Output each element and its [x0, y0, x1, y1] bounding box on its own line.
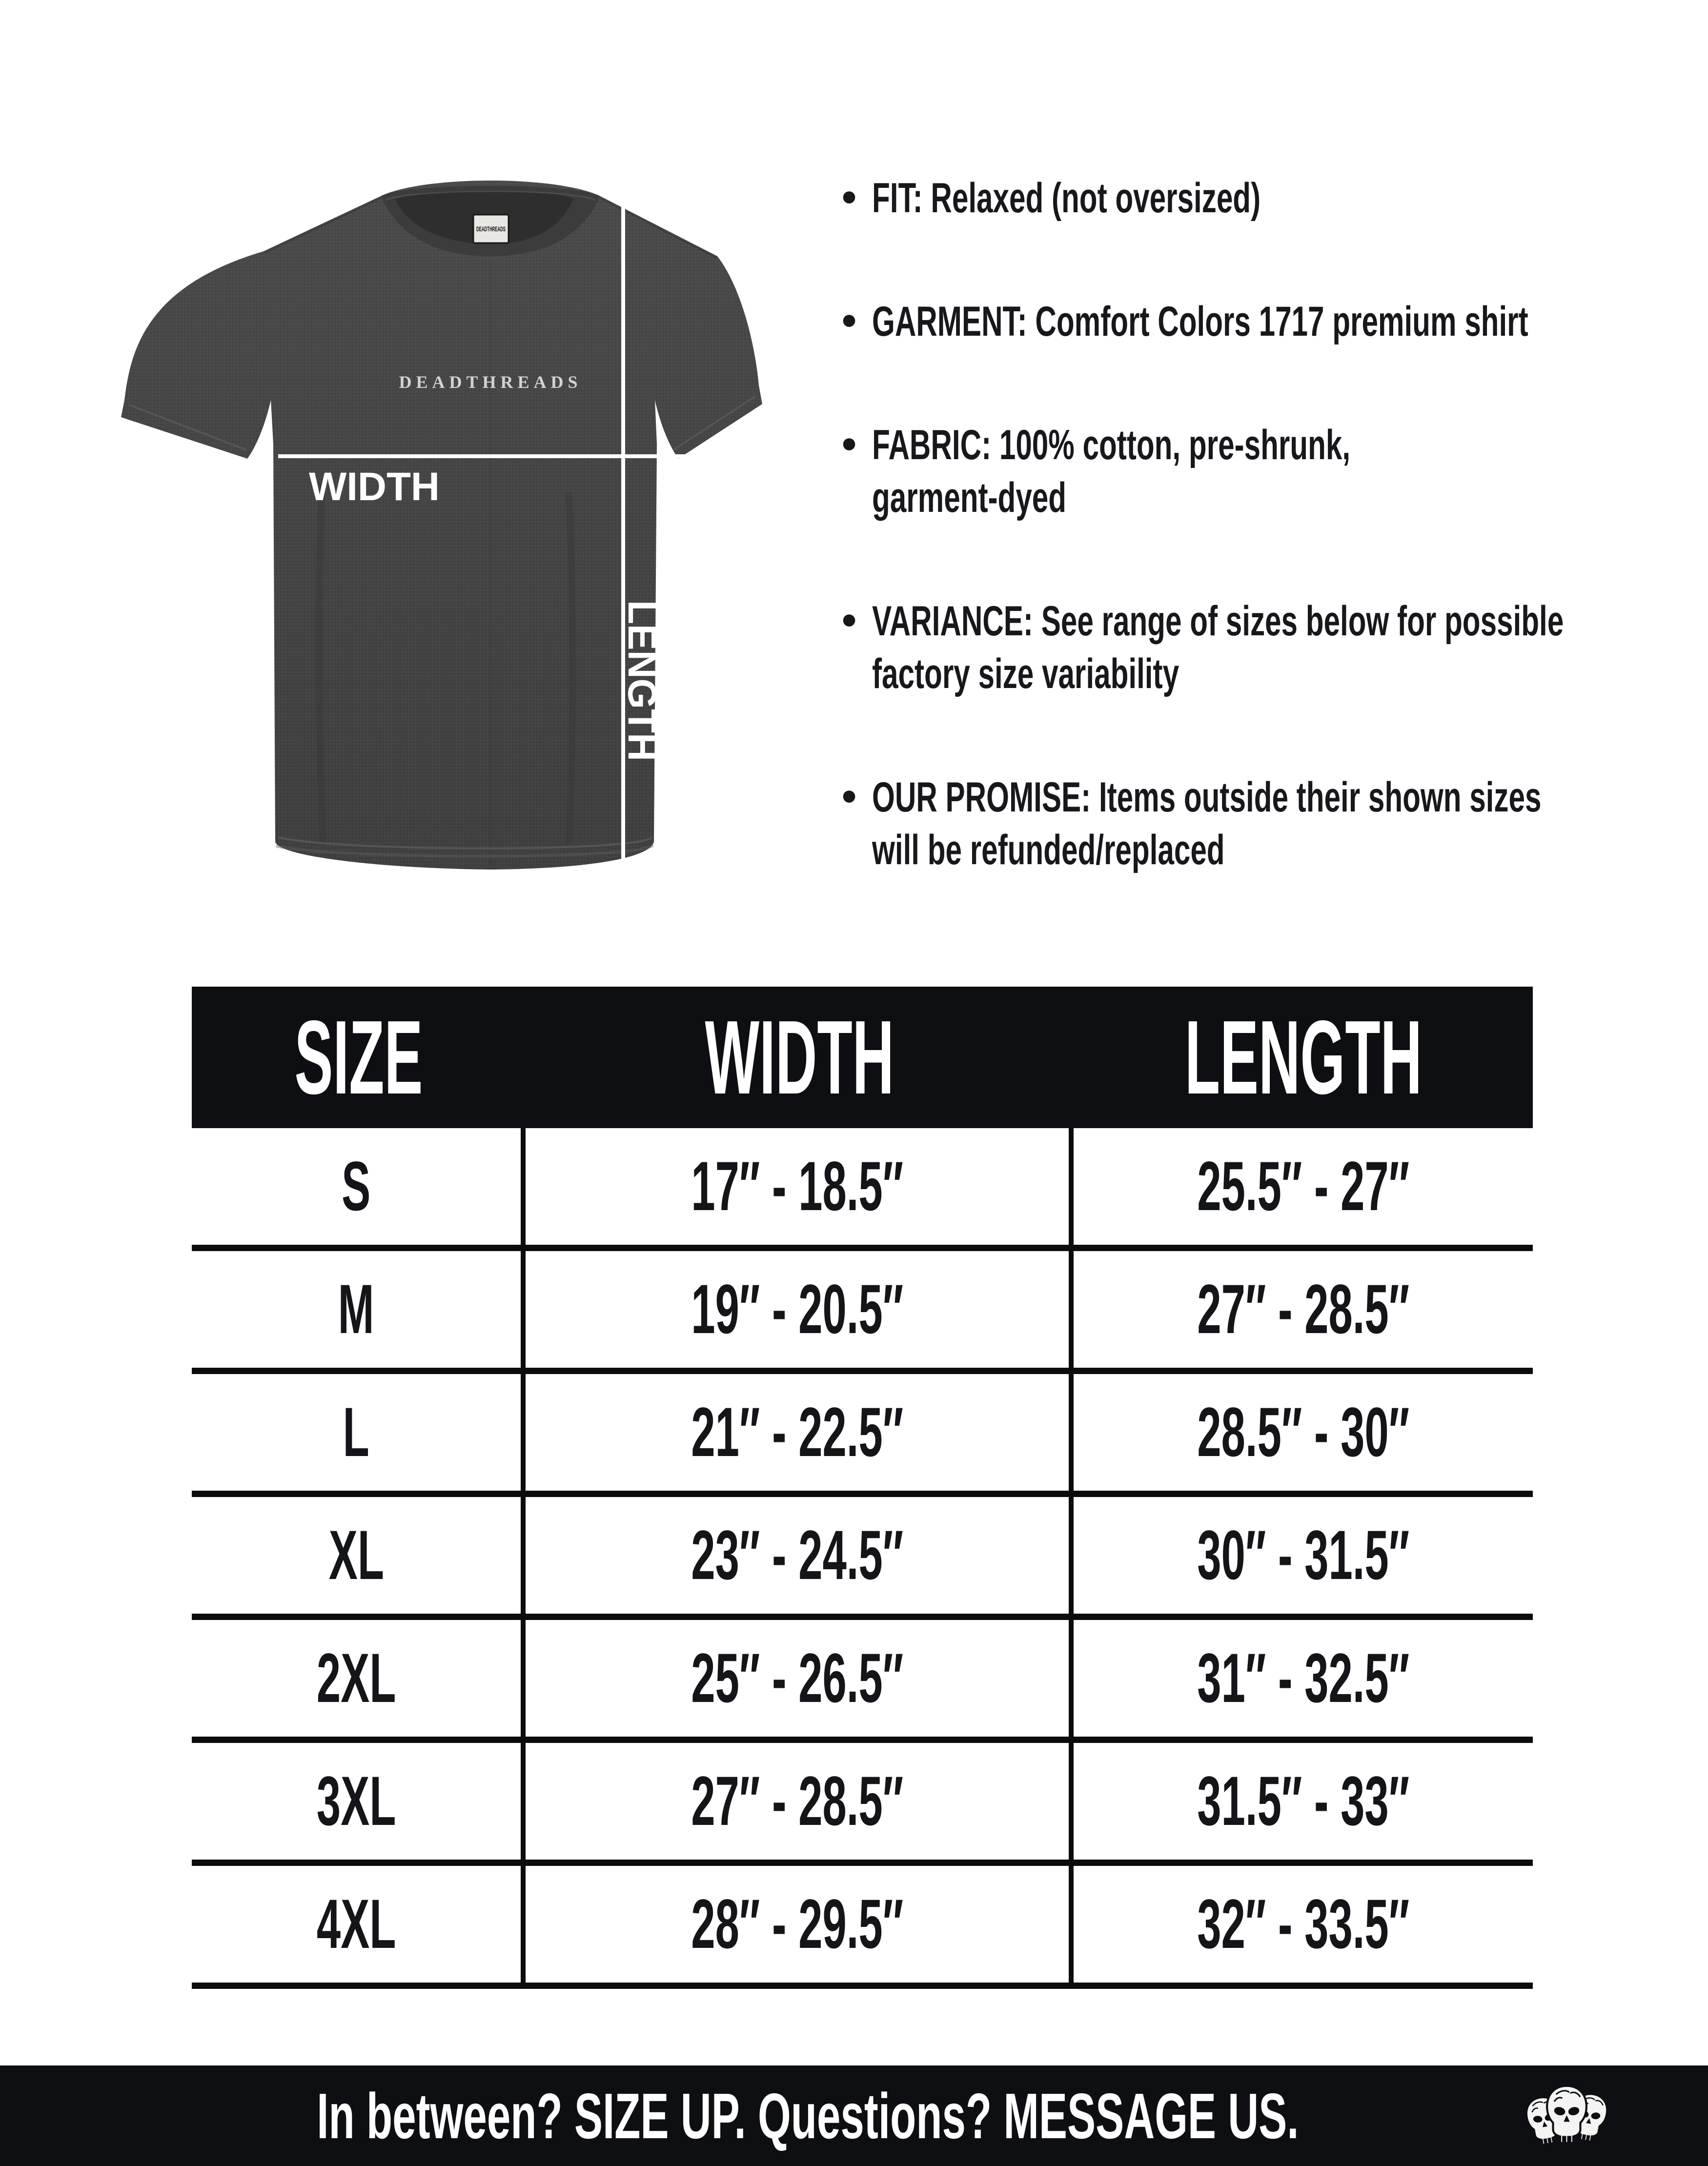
size-cell: 3XL [192, 1743, 526, 1860]
width-cell: 23″ - 24.5″ [526, 1497, 1074, 1614]
size-table [192, 987, 1533, 1989]
width-cell: 28″ - 29.5″ [526, 1866, 1074, 1983]
bullet-dot: • [842, 297, 857, 344]
neck-label [473, 215, 508, 243]
tshirt-image [112, 171, 766, 883]
length-cell: 31.5″ - 33″ [1197, 1762, 1409, 1840]
spec-bullet-list [842, 172, 1618, 947]
three-skulls-logo-icon [1522, 2080, 1612, 2152]
size-cell: XL [192, 1497, 526, 1614]
width-cell: 19″ - 20.5″ [526, 1251, 1074, 1368]
table-row-m [192, 1251, 1533, 1374]
bullet-fabric [842, 419, 1618, 524]
bullet-promise [842, 771, 1618, 876]
bullet-fabric-line1: FABRIC: 100% cotton, pre-shrunk, [872, 422, 1351, 468]
width-cell: 25″ - 26.5″ [526, 1620, 1074, 1737]
size-cell: L [192, 1374, 526, 1491]
table-row-4xl [192, 1866, 1533, 1989]
footer-bar [0, 2065, 1708, 2166]
length-line-label: LENGTH [620, 600, 664, 765]
table-row-l [192, 1374, 1533, 1497]
bullet-dot: • [842, 174, 857, 221]
width-measure-line [278, 454, 765, 458]
width-cell: 21″ - 22.5″ [526, 1374, 1074, 1491]
column-header-width: WIDTH [705, 998, 895, 1116]
bullet-dot: • [842, 597, 857, 644]
chest-print-text: DEADTHREADS [399, 372, 582, 392]
length-cell: 28.5″ - 30″ [1197, 1393, 1409, 1471]
length-cell: 25.5″ - 27″ [1197, 1147, 1409, 1225]
width-line-label: WIDTH [309, 465, 440, 509]
length-cell: 31″ - 32.5″ [1197, 1639, 1409, 1717]
size-table-header [192, 987, 1533, 1128]
length-measure-line [621, 202, 625, 866]
length-cell: 32″ - 33.5″ [1197, 1885, 1409, 1963]
size-cell: 4XL [192, 1866, 526, 1983]
length-cell: 27″ - 28.5″ [1197, 1270, 1409, 1348]
table-row-2xl [192, 1620, 1533, 1743]
neck-label-text: DEADTHREADS [476, 225, 506, 233]
bullet-variance-line2: factory size variability [872, 650, 1179, 697]
size-cell: M [192, 1251, 526, 1368]
column-header-length: LENGTH [1184, 998, 1422, 1116]
tshirt-figure [112, 171, 766, 883]
fabric-texture [121, 181, 762, 870]
table-row-xl [192, 1497, 1533, 1620]
width-cell: 17″ - 18.5″ [526, 1128, 1074, 1245]
bullet-promise-line1: OUR PROMISE: Items outside their shown sizes [872, 774, 1542, 821]
bullet-dot: • [842, 773, 857, 820]
bullet-fabric-line2: garment-dyed [872, 474, 1067, 521]
table-row-3xl [192, 1743, 1533, 1866]
bullet-variance [842, 595, 1618, 700]
bullet-garment-text: GARMENT: Comfort Colors 1717 premium shirt [872, 298, 1528, 345]
length-cell: 30″ - 31.5″ [1197, 1516, 1409, 1594]
footer-message: In between? SIZE UP. Questions? MESSAGE US. [316, 2080, 1299, 2152]
size-cell: 2XL [192, 1620, 526, 1737]
table-row-s [192, 1128, 1533, 1251]
bullet-fit-text: FIT: Relaxed (not oversized) [872, 175, 1261, 222]
column-header-size: SIZE [294, 998, 423, 1116]
bullet-garment [842, 295, 1618, 348]
width-cell: 27″ - 28.5″ [526, 1743, 1074, 1860]
size-cell: S [192, 1128, 526, 1245]
bullet-variance-line1: VARIANCE: See range of sizes below for possible [872, 598, 1564, 645]
bullet-promise-line2: will be refunded/replaced [872, 827, 1225, 873]
bullet-dot: • [842, 421, 857, 467]
bullet-fit [842, 172, 1618, 224]
